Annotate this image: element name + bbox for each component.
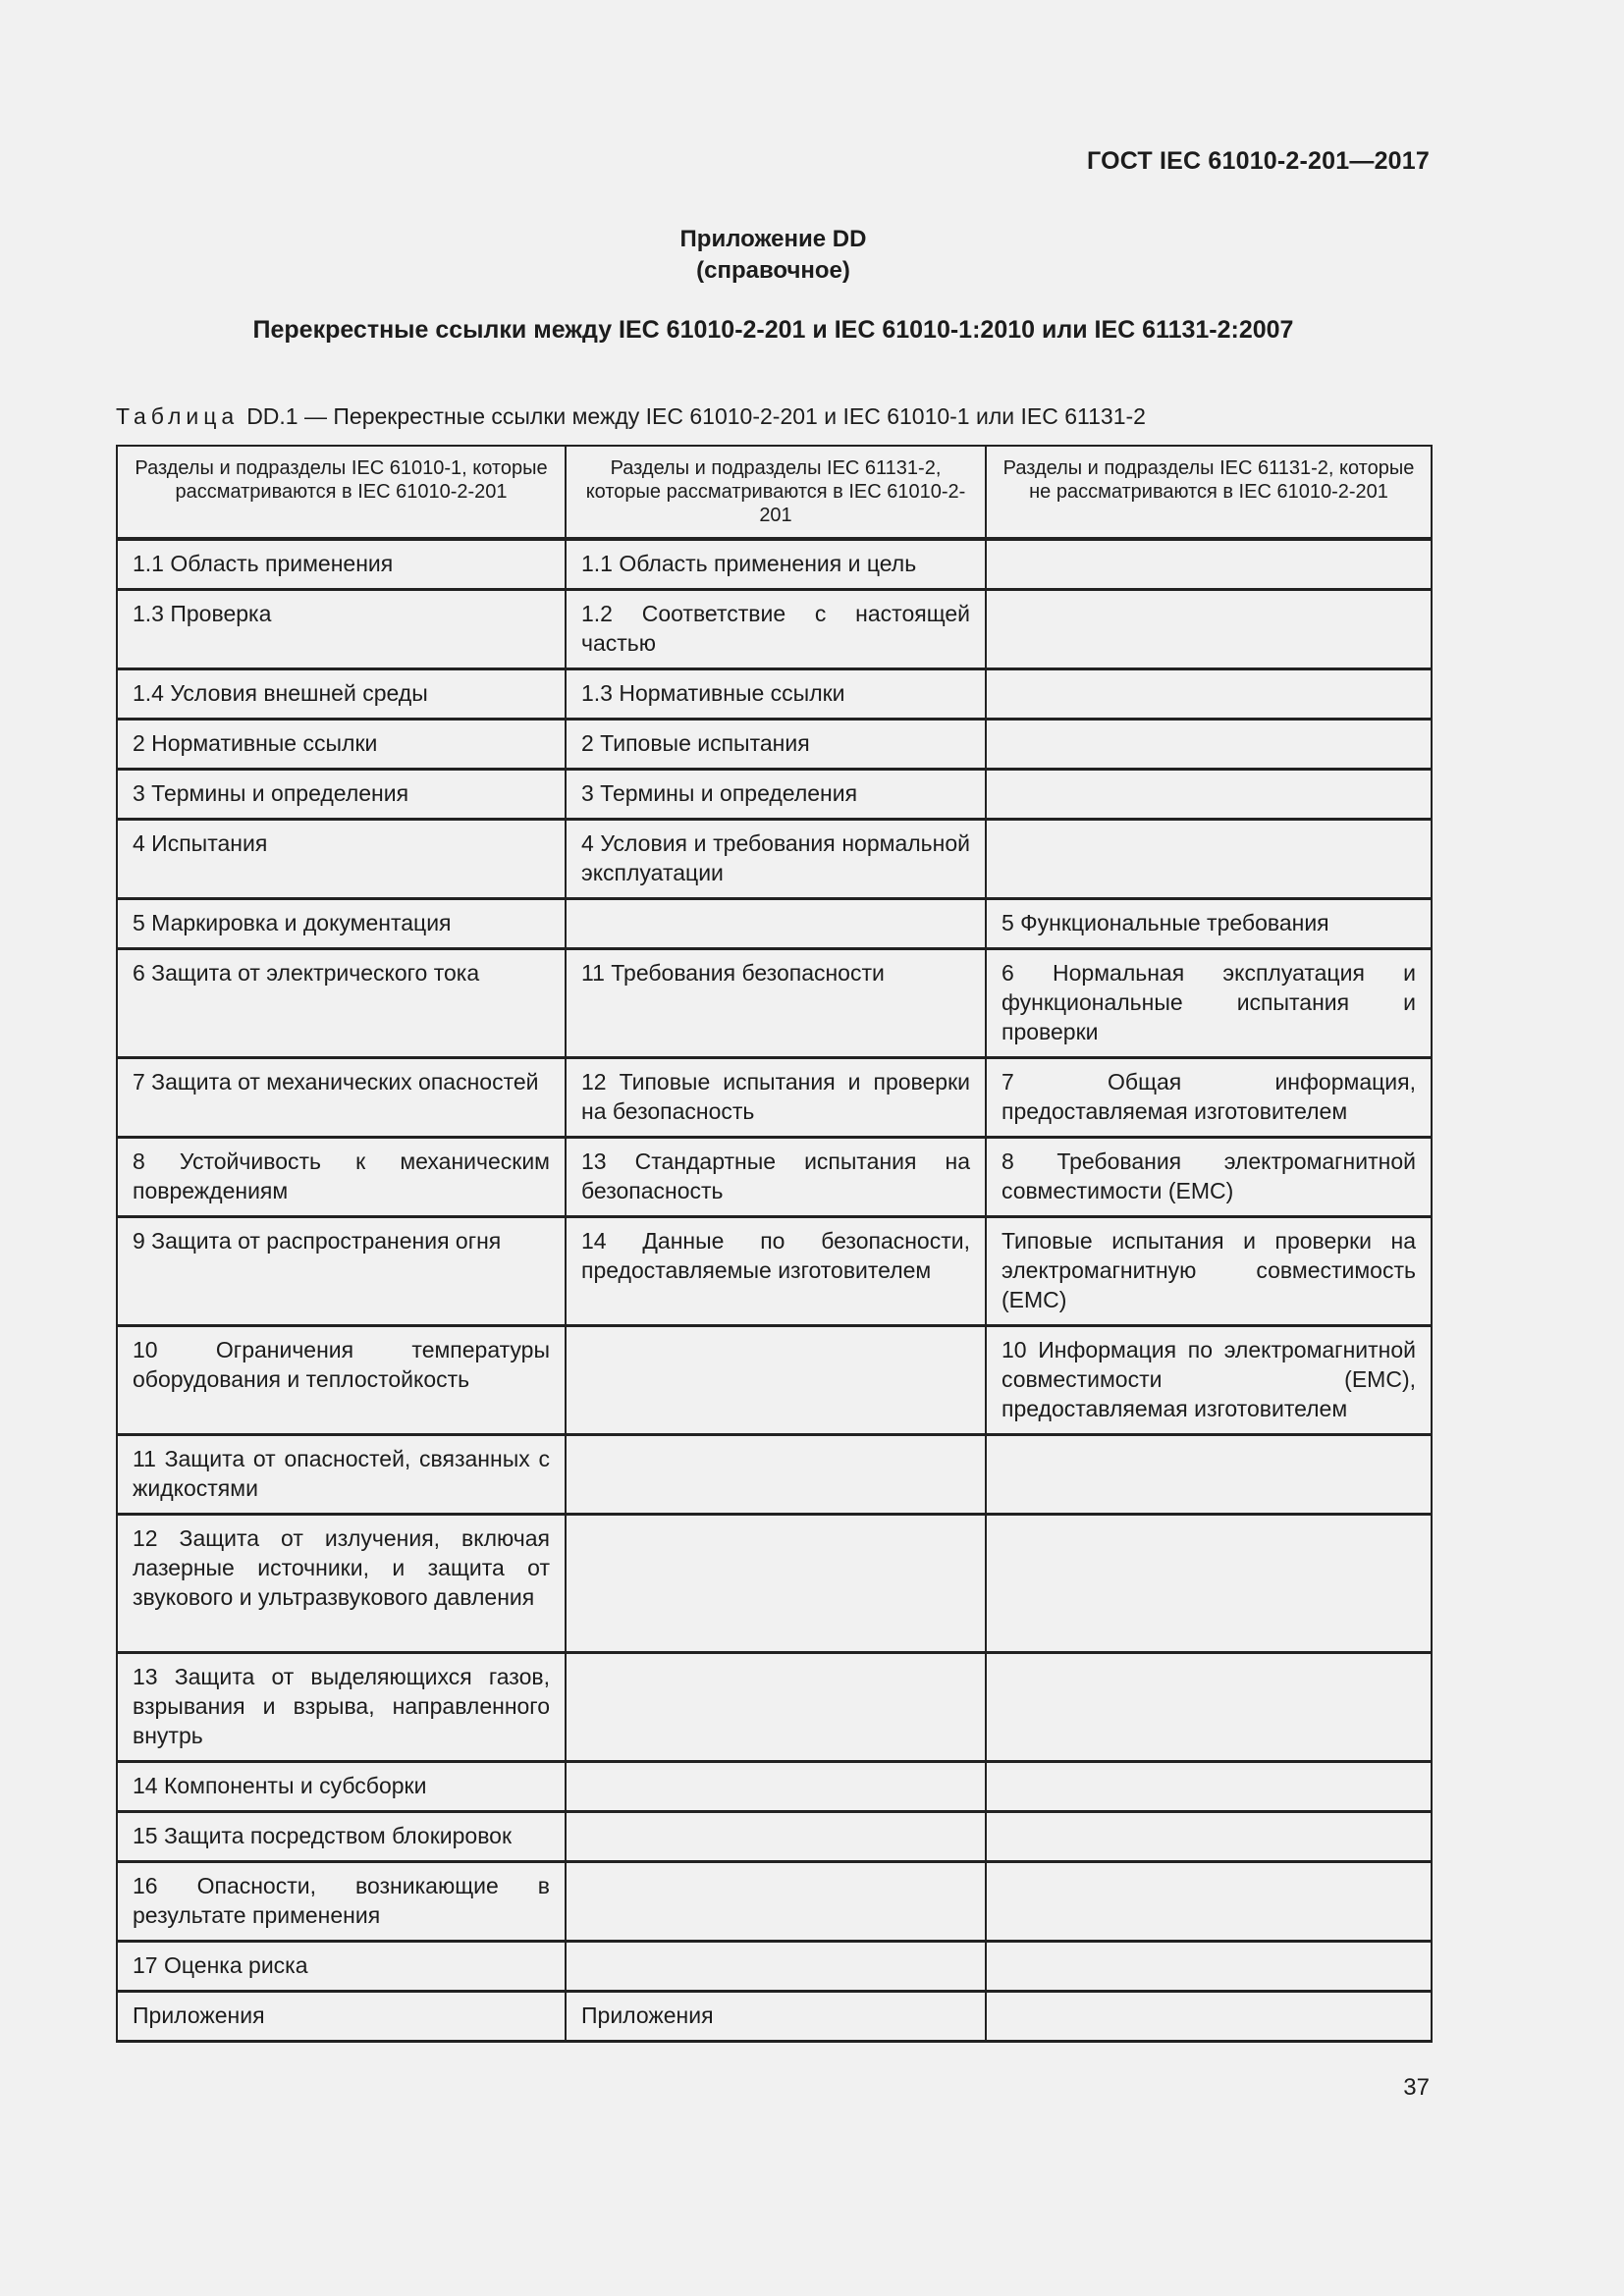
table-cell: 6 Нормальная эксплуатация и функциональные испытания и проверки: [986, 949, 1432, 1058]
table-cell: 2 Типовые испытания: [566, 720, 986, 770]
table-row: [117, 1942, 1432, 1992]
table-cell: [566, 1435, 986, 1515]
table-caption-label: Таблица: [116, 403, 240, 429]
table-cell: 12 Типовые испытания и проверки на безопасность: [566, 1058, 986, 1138]
table-cell: [986, 539, 1432, 590]
table-cell: 10 Информация по электромагнитной совместимости (EMC), предоставляемая изготовителем: [986, 1326, 1432, 1435]
table-cell: [986, 669, 1432, 720]
table-cell: 7 Общая информация, предоставляемая изготовителем: [986, 1058, 1432, 1138]
table-row: [117, 949, 1432, 1058]
table-cell: Приложения: [117, 1992, 566, 2042]
table-cell: Типовые испытания и проверки на электромагнитную совместимость (EMC): [986, 1217, 1432, 1326]
table-row: [117, 1326, 1432, 1435]
table-row: [117, 1862, 1432, 1942]
table-cell: 12 Защита от излучения, включая лазерные источники, и защита от звукового и ультразвукового давления: [117, 1515, 566, 1653]
table-cell: 1.2 Соответствие с настоящей частью: [566, 590, 986, 669]
table-row: [117, 1435, 1432, 1515]
table-cell: 10 Ограничения температуры оборудования и теплостойкость: [117, 1326, 566, 1435]
table-row: [117, 1515, 1432, 1653]
table-cell: [986, 770, 1432, 820]
table-cell: 1.1 Область применения и цель: [566, 539, 986, 590]
table-row: [117, 1992, 1432, 2042]
table-cell: [986, 1515, 1432, 1653]
table-row: [117, 1138, 1432, 1217]
table-cell: 15 Защита посредством блокировок: [117, 1812, 566, 1862]
cross-reference-table: [116, 445, 1433, 2043]
table-row: [117, 720, 1432, 770]
table-cell: [986, 1942, 1432, 1992]
table-cell: 16 Опасности, возникающие в результате применения: [117, 1862, 566, 1942]
table-cell: 1.4 Условия внешней среды: [117, 669, 566, 720]
page-number: 37: [1403, 2074, 1430, 2101]
table-cell: 2 Нормативные ссылки: [117, 720, 566, 770]
header-cell-iec61131-2-covered: Разделы и подразделы IEC 61131-2, которые рассматриваются в IEC 61010-2-201: [566, 446, 986, 539]
annex-subtitle: (справочное): [696, 257, 850, 284]
table-cell: 11 Защита от опасностей, связанных с жидкостями: [117, 1435, 566, 1515]
table-cell: 1.3 Проверка: [117, 590, 566, 669]
table-cell: [566, 1762, 986, 1812]
table-cell: 11 Требования безопасности: [566, 949, 986, 1058]
table-cell: 6 Защита от электрического тока: [117, 949, 566, 1058]
table-cell: 13 Стандартные испытания на безопасность: [566, 1138, 986, 1217]
table-cell: [986, 1762, 1432, 1812]
table-cell: 14 Компоненты и субсборки: [117, 1762, 566, 1812]
table-cell: 7 Защита от механических опасностей: [117, 1058, 566, 1138]
table-caption: [116, 403, 1146, 430]
table-cell: 3 Термины и определения: [566, 770, 986, 820]
table-cell: 17 Оценка риска: [117, 1942, 566, 1992]
table-cell: 4 Условия и требования нормальной эксплуатации: [566, 820, 986, 899]
section-title: Перекрестные ссылки между IEC 61010-2-201 и IEC 61010-1:2010 или IEC 61131-2:2007: [252, 316, 1294, 344]
table-cell: [566, 1326, 986, 1435]
table-cell: [986, 820, 1432, 899]
header-cell-iec61131-2-not-covered: Разделы и подразделы IEC 61131-2, которые не рассматриваются в IEC 61010-2-201: [986, 446, 1432, 539]
table-row: [117, 770, 1432, 820]
table-row: [117, 820, 1432, 899]
table-cell: [566, 1942, 986, 1992]
table-row: [117, 539, 1432, 590]
table-cell: 3 Термины и определения: [117, 770, 566, 820]
table-row: [117, 1762, 1432, 1812]
table-cell: [986, 590, 1432, 669]
table-cell: 8 Требования электромагнитной совместимости (EMC): [986, 1138, 1432, 1217]
annex-heading: [0, 224, 1546, 287]
table-row: [117, 1653, 1432, 1762]
table-caption-text: DD.1 — Перекрестные ссылки между IEC 61010-2-201 и IEC 61010-1 или IEC 61131-2: [246, 403, 1146, 429]
table-header-row: [117, 446, 1432, 539]
table-row: [117, 899, 1432, 949]
annex-title: Приложение DD: [679, 226, 867, 252]
table-cell: [986, 720, 1432, 770]
table-row: [117, 590, 1432, 669]
table-cell: 1.1 Область применения: [117, 539, 566, 590]
table-cell: 14 Данные по безопасности, предоставляемые изготовителем: [566, 1217, 986, 1326]
table-cell: [986, 1435, 1432, 1515]
table-cell: [566, 1515, 986, 1653]
table-cell: 13 Защита от выделяющихся газов, взрывания и взрыва, направленного внутрь: [117, 1653, 566, 1762]
table-cell: 8 Устойчивость к механическим повреждениям: [117, 1138, 566, 1217]
table-row: [117, 1217, 1432, 1326]
table-cell: Приложения: [566, 1992, 986, 2042]
header-cell-iec61010-1: Разделы и подразделы IEC 61010-1, которые рассматриваются в IEC 61010-2-201: [117, 446, 566, 539]
table-cell: [986, 1653, 1432, 1762]
table-cell: 4 Испытания: [117, 820, 566, 899]
table-cell: 5 Функциональные требования: [986, 899, 1432, 949]
document-code: ГОСТ IEC 61010-2-201—2017: [1087, 147, 1430, 175]
table-cell: 9 Защита от распространения огня: [117, 1217, 566, 1326]
table-cell: 5 Маркировка и документация: [117, 899, 566, 949]
table-cell: [986, 1862, 1432, 1942]
table-cell: [986, 1812, 1432, 1862]
table-cell: [566, 1812, 986, 1862]
table-row: [117, 1812, 1432, 1862]
table-cell: [566, 1653, 986, 1762]
table-cell: [566, 899, 986, 949]
table-cell: [566, 1862, 986, 1942]
table-cell: [986, 1992, 1432, 2042]
table-row: [117, 669, 1432, 720]
table-row: [117, 1058, 1432, 1138]
table-cell: 1.3 Нормативные ссылки: [566, 669, 986, 720]
